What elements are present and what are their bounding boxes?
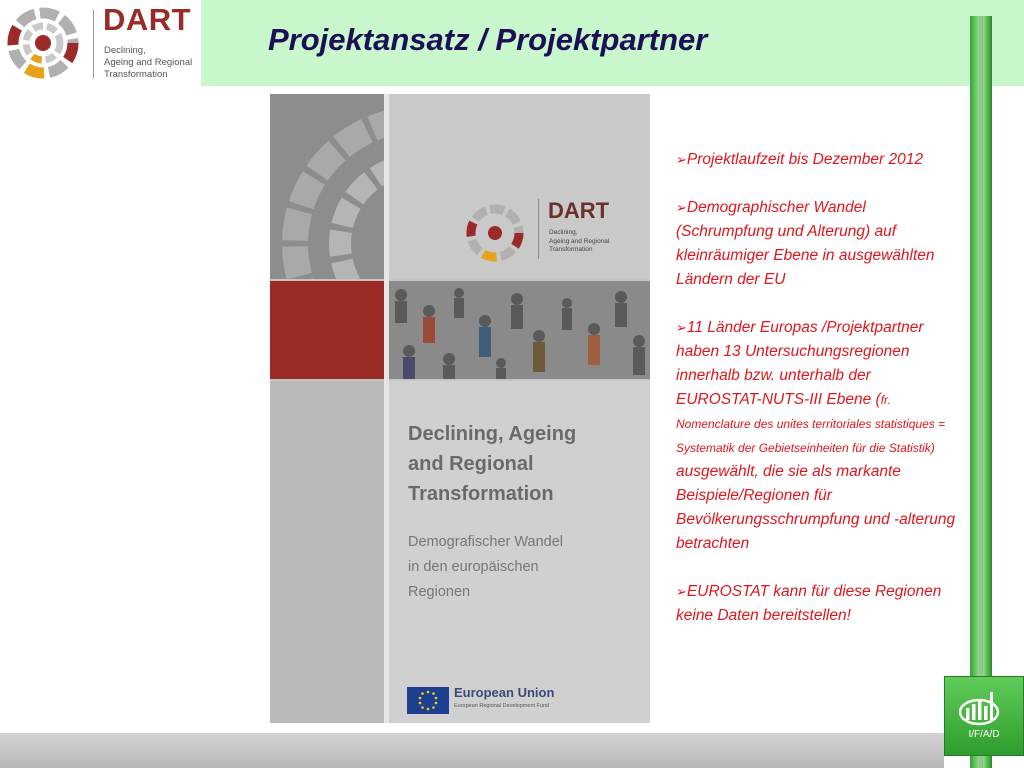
bullet-list <box>676 148 958 652</box>
ifad-badge <box>944 676 1024 756</box>
brochure-ring-graphic <box>270 94 384 279</box>
logo-tagline-line: Ageing and Regional <box>104 57 193 68</box>
brochure-logo-tagline-line: Ageing and Regional <box>549 237 610 245</box>
eu-flag-icon <box>407 687 449 714</box>
bullet-text: Projektlaufzeit bis Dezember 2012 <box>686 151 923 168</box>
bullet-text: 11 Länder Europas /Projektpartner haben 13 Untersuchungsregionen innerhalb bzw. unterhalb der EUROSTAT-NUTS-III Ebene ( <box>676 319 924 408</box>
logo-name: DART <box>103 2 192 37</box>
eu-fund: European Regional Development Fund <box>454 703 550 709</box>
logo-tagline <box>104 45 204 81</box>
bullet-item <box>676 580 958 628</box>
eu-name: European Union <box>454 685 555 700</box>
bullet-arrow-icon: ➢ <box>676 584 687 599</box>
crowd-photo <box>389 281 650 379</box>
bullet-text: Demographischer Wandel (Schrumpfung und Alterung) auf kleinräumiger Ebene in ausgewählten Ländern der EU <box>676 199 935 288</box>
brochure-panel <box>270 381 384 723</box>
brochure-logo-name: DART <box>548 198 610 223</box>
brochure-subtitle-line: in den europäischen <box>408 559 539 575</box>
green-side-bar-highlight <box>979 16 983 768</box>
ifad-logo-icon <box>957 690 1001 726</box>
brochure-logo-tagline-line: Transformation <box>549 246 593 253</box>
brochure-logo-tagline <box>549 229 644 255</box>
ifad-label: I/F/A/D <box>968 729 1000 740</box>
slide-title: Projektansatz / Projektpartner <box>268 22 708 57</box>
bullet-text: ausgewählt, die sie als markante Beispiele/Regionen für Bevölkerungsschrumpfung und -alterung betrachten <box>676 463 956 552</box>
brochure-logo-tagline-line: Declining, <box>549 229 578 236</box>
logo-divider <box>93 10 94 78</box>
bullet-item <box>676 316 958 556</box>
bullet-arrow-icon: ➢ <box>676 152 687 167</box>
bullet-item <box>676 196 958 292</box>
dart-logo-mark-icon <box>4 4 82 82</box>
bullet-item <box>676 148 958 172</box>
logo-tagline-line: Transformation <box>104 69 168 80</box>
brochure-title-line: and Regional <box>408 453 534 475</box>
dart-logo <box>0 0 201 86</box>
logo-tagline-line: Declining, <box>104 45 146 56</box>
brochure-logo-divider <box>538 199 539 259</box>
brochure-title-line: Transformation <box>408 483 554 505</box>
brochure-subtitle-line: Regionen <box>408 584 471 600</box>
bullet-arrow-icon: ➢ <box>676 320 687 335</box>
brochure-dart-logo-icon <box>463 201 527 265</box>
brochure-panel <box>270 94 384 279</box>
footer-bar <box>0 733 944 768</box>
brochure-red-panel <box>270 281 384 379</box>
brochure-title-line: Declining, Ageing <box>408 423 577 445</box>
brochure-title <box>408 419 638 509</box>
crowd-photo-graphic <box>389 281 650 379</box>
bullet-arrow-icon: ➢ <box>676 200 687 215</box>
bullet-note: fr. Nomenclature des unites territoriales statistiques = Systematik der Gebietseinheiten für die Statistik) <box>676 393 946 455</box>
brochure-subtitle-line: Demografischer Wandel <box>408 534 563 550</box>
bullet-text: EUROSTAT kann für diese Regionen keine Daten bereitstellen! <box>676 583 942 624</box>
brochure-image <box>270 94 650 723</box>
brochure-subtitle <box>408 530 638 605</box>
